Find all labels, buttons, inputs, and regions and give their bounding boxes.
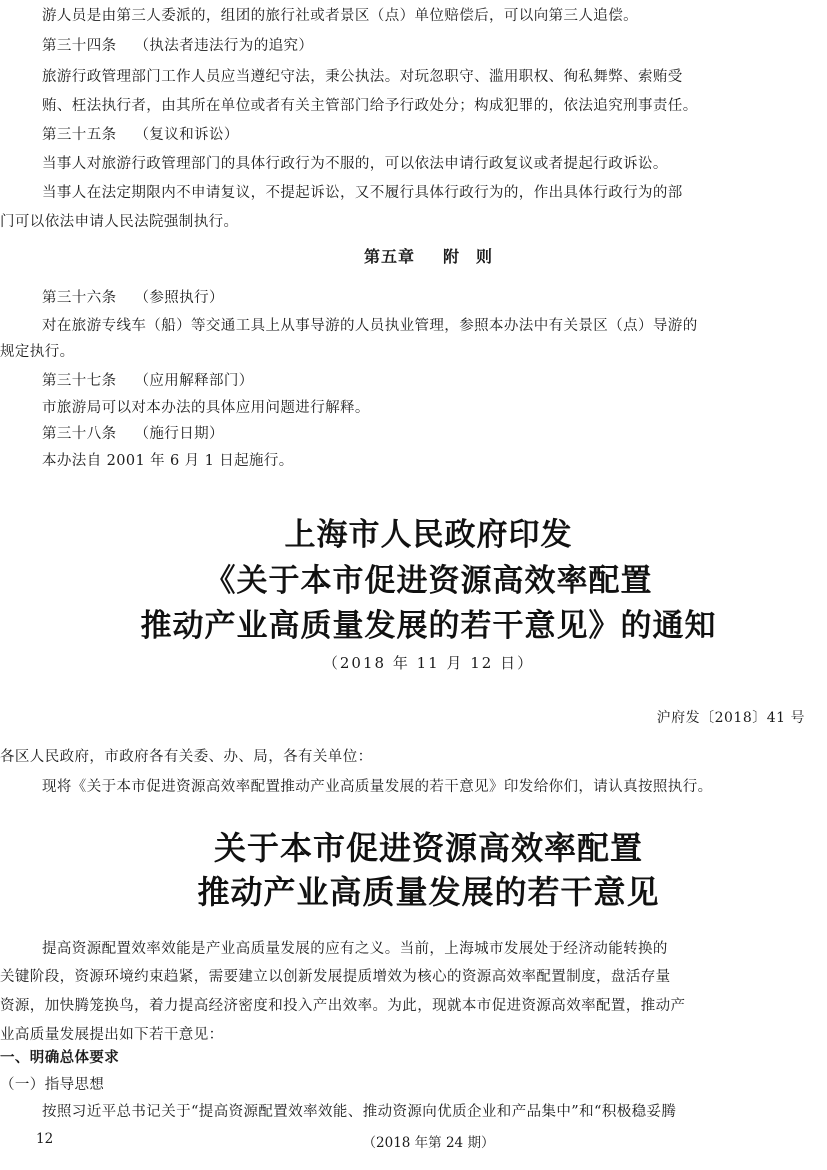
text-line: 市旅游局可以对本办法的具体应用问题进行解释。 bbox=[42, 400, 370, 416]
text-line: 提高资源配置效率效能是产业高质量发展的应有之义。当前，上海城市发展处于经济动能转换的 bbox=[42, 941, 668, 957]
text-line: 业高质量发展提出如下若干意见： bbox=[0, 1027, 224, 1043]
notice-title-line-1: 上海市人民政府印发 bbox=[284, 517, 573, 553]
text-line: 规定执行。 bbox=[0, 344, 75, 360]
text-line: 门可以依法申请人民法院强制执行。 bbox=[0, 214, 239, 230]
article-number: 第三十四条 bbox=[42, 38, 117, 54]
text-line: 当事人对旅游行政管理部门的具体行政行为不服的，可以依法申请行政复议或者提起行政诉讼。 bbox=[42, 156, 668, 172]
text-line: 关键阶段，资源环境约束趋紧，需要建立以创新发展提质增效为核心的资源高效率配置制度，盘活存量 bbox=[0, 969, 671, 985]
article-title: （参照执行） bbox=[134, 290, 224, 306]
text-line: 本办法自 2001 年 6 月 1 日起施行。 bbox=[42, 453, 294, 469]
text-line: 按照习近平总书记关于“提高资源配置效率效能、推动资源向优质企业和产品集中”和“积极稳妥腾 bbox=[42, 1104, 677, 1120]
article-title: （执法者违法行为的追究） bbox=[134, 38, 314, 54]
chapter-5-heading: 第五章 附 则 bbox=[363, 247, 494, 266]
opinion-title-line-1: 关于本市促进资源高效率配置 bbox=[213, 829, 643, 867]
article-title: （应用解释部门） bbox=[134, 373, 254, 389]
text-line: 对在旅游专线车（船）等交通工具上从事导游的人员执业管理，参照本办法中有关景区（点）导游的 bbox=[42, 318, 698, 334]
article-title: （施行日期） bbox=[134, 426, 224, 442]
text-line: 资源，加快腾笼换鸟，着力提高经济密度和投入产出效率。为此，现就本市促进资源高效率配置，推动产 bbox=[0, 998, 686, 1014]
notice-title-line-3: 推动产业高质量发展的若干意见》的通知 bbox=[140, 608, 717, 644]
issue-label: （2018 年第 24 期） bbox=[362, 1135, 495, 1151]
article-35-heading bbox=[42, 125, 815, 145]
opinion-title-line-2: 推动产业高质量发展的若干意见 bbox=[197, 873, 660, 911]
page-number: 12 bbox=[36, 1131, 54, 1147]
article-38-heading bbox=[42, 424, 815, 444]
text-line: 游人员是由第三人委派的，组团的旅行社或者景区（点）单位赔偿后，可以向第三人追偿。 bbox=[42, 8, 638, 24]
notice-title-line-2: 《关于本市促进资源高效率配置 bbox=[204, 563, 653, 599]
notice-date: （2018 年 11 月 12 日） bbox=[322, 654, 535, 672]
article-34-heading bbox=[42, 36, 815, 56]
recipients-line: 各区人民政府，市政府各有关委、办、局，各有关单位： bbox=[0, 749, 373, 765]
article-number: 第三十七条 bbox=[42, 373, 117, 389]
article-37-heading bbox=[42, 371, 815, 391]
article-number: 第三十六条 bbox=[42, 290, 117, 306]
section-heading: 一、明确总体要求 bbox=[0, 1050, 120, 1066]
article-number: 第三十八条 bbox=[42, 426, 117, 442]
text-line: 当事人在法定期限内不申请复议，不提起诉讼，又不履行具体行政行为的，作出具体行政行为的部 bbox=[42, 185, 683, 201]
article-title: （复议和诉讼） bbox=[134, 127, 239, 143]
text-line: 贿、枉法执行者，由其所在单位或者有关主管部门给予行政处分；构成犯罪的，依法追究刑事责任。 bbox=[42, 98, 698, 114]
document-number: 沪府发〔2018〕41 号 bbox=[656, 710, 805, 726]
subsection-heading: （一）指导思想 bbox=[0, 1077, 105, 1093]
article-number: 第三十五条 bbox=[42, 127, 117, 143]
notice-body: 现将《关于本市促进资源高效率配置推动产业高质量发展的若干意见》印发给你们，请认真按照执行。 bbox=[42, 779, 713, 795]
text-line: 旅游行政管理部门工作人员应当遵纪守法，秉公执法。对玩忽职守、滥用职权、徇私舞弊、索贿受 bbox=[42, 69, 683, 85]
article-36-heading bbox=[42, 288, 815, 308]
